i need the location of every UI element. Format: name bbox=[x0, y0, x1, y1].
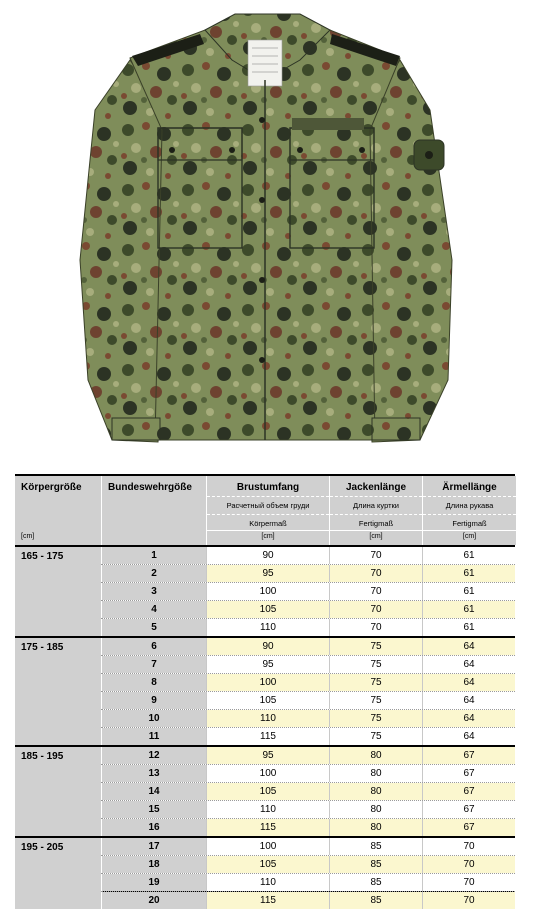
jacket-length-cell: 80 bbox=[329, 765, 422, 782]
jacket-length-cell: 75 bbox=[329, 638, 422, 655]
sleeve-length-cell: 70 bbox=[422, 856, 515, 873]
jacket-length-cell: 70 bbox=[329, 583, 422, 600]
sleeve-length-cell: 61 bbox=[422, 601, 515, 618]
height-range-label: 195 - 205 bbox=[21, 842, 64, 853]
sleeve-length-cell: 64 bbox=[422, 728, 515, 745]
size-cell: 16 bbox=[101, 819, 206, 836]
chest-cell: 95 bbox=[206, 747, 329, 764]
height-group bbox=[15, 638, 515, 747]
sleeve-length-cell: 61 bbox=[422, 565, 515, 582]
size-cell: 3 bbox=[101, 583, 206, 600]
size-table bbox=[15, 474, 515, 906]
table-row bbox=[101, 856, 515, 874]
header-jacket-length-unit: [cm] bbox=[369, 533, 383, 540]
size-cell: 17 bbox=[101, 838, 206, 855]
table-header bbox=[15, 476, 515, 547]
size-cell: 8 bbox=[101, 674, 206, 691]
chest-cell: 100 bbox=[206, 674, 329, 691]
jacket-length-cell: 80 bbox=[329, 819, 422, 836]
table-row bbox=[101, 583, 515, 601]
jacket-length-cell: 80 bbox=[329, 783, 422, 800]
size-cell: 4 bbox=[101, 601, 206, 618]
table-row bbox=[101, 747, 515, 765]
header-chest-unit: [cm] bbox=[261, 533, 275, 540]
size-cell: 15 bbox=[101, 801, 206, 818]
height-group bbox=[15, 747, 515, 838]
table-row bbox=[101, 728, 515, 745]
header-bundeswehr-size bbox=[101, 476, 206, 545]
chest-cell: 100 bbox=[206, 583, 329, 600]
chest-cell: 110 bbox=[206, 874, 329, 891]
header-chest-ru: Расчетный объем груди bbox=[226, 501, 310, 510]
sleeve-length-cell: 70 bbox=[422, 874, 515, 891]
height-group-cell bbox=[15, 747, 101, 836]
table-row bbox=[101, 674, 515, 692]
chest-cell: 90 bbox=[206, 547, 329, 564]
jacket-length-cell: 70 bbox=[329, 619, 422, 636]
jacket-length-cell: 85 bbox=[329, 838, 422, 855]
sleeve-length-cell: 67 bbox=[422, 747, 515, 764]
sleeve-length-cell: 61 bbox=[422, 583, 515, 600]
header-sleeve-length-unit: [cm] bbox=[462, 533, 477, 540]
header-chest-de: Körpermaß bbox=[249, 519, 287, 528]
height-range-label: 175 - 185 bbox=[21, 642, 64, 653]
table-row bbox=[101, 819, 515, 836]
chest-cell: 95 bbox=[206, 656, 329, 673]
size-cell: 12 bbox=[101, 747, 206, 764]
header-body-height bbox=[15, 476, 101, 545]
header-sleeve-length bbox=[422, 476, 516, 545]
sleeve-length-cell: 61 bbox=[422, 547, 515, 564]
chest-cell: 110 bbox=[206, 801, 329, 818]
height-range-label: 185 - 195 bbox=[21, 751, 64, 762]
chest-cell: 105 bbox=[206, 856, 329, 873]
table-row bbox=[101, 601, 515, 619]
sleeve-length-cell: 70 bbox=[422, 838, 515, 855]
jacket-length-cell: 80 bbox=[329, 801, 422, 818]
table-row bbox=[101, 565, 515, 583]
sleeve-length-cell: 64 bbox=[422, 638, 515, 655]
header-jacket-length bbox=[329, 476, 422, 545]
height-group-cell bbox=[15, 638, 101, 745]
jacket-length-cell: 85 bbox=[329, 874, 422, 891]
header-jacket-length-ru: Длина куртки bbox=[353, 501, 399, 510]
header-jacket-length-title: Jackenlänge bbox=[345, 482, 407, 493]
header-sleeve-length-title: Ärmellänge bbox=[442, 482, 497, 493]
height-group-cell bbox=[15, 838, 101, 909]
jacket-length-cell: 70 bbox=[329, 565, 422, 582]
sleeve-length-cell: 67 bbox=[422, 801, 515, 818]
height-group bbox=[15, 547, 515, 638]
jacket-length-cell: 70 bbox=[329, 601, 422, 618]
header-chest-title: Brustumfang bbox=[236, 482, 300, 493]
sleeve-length-cell: 70 bbox=[422, 892, 515, 909]
size-cell: 5 bbox=[101, 619, 206, 636]
chest-cell: 95 bbox=[206, 565, 329, 582]
table-row bbox=[101, 656, 515, 674]
chest-cell: 90 bbox=[206, 638, 329, 655]
header-jacket-length-de: Fertigmaß bbox=[358, 519, 394, 528]
size-cell: 6 bbox=[101, 638, 206, 655]
chest-cell: 115 bbox=[206, 892, 329, 909]
chest-cell: 110 bbox=[206, 619, 329, 636]
size-cell: 13 bbox=[101, 765, 206, 782]
jacket-length-cell: 85 bbox=[329, 856, 422, 873]
jacket-length-cell: 75 bbox=[329, 728, 422, 745]
header-chest bbox=[206, 476, 329, 545]
table-row bbox=[101, 874, 515, 892]
size-cell: 7 bbox=[101, 656, 206, 673]
jacket-length-cell: 75 bbox=[329, 674, 422, 691]
chest-cell: 115 bbox=[206, 728, 329, 745]
table-row bbox=[101, 638, 515, 656]
table-row bbox=[101, 783, 515, 801]
sleeve-length-cell: 61 bbox=[422, 619, 515, 636]
table-row bbox=[101, 619, 515, 636]
jacket-length-cell: 75 bbox=[329, 656, 422, 673]
header-sleeve-length-de: Fertigmaß bbox=[452, 519, 487, 528]
chest-cell: 110 bbox=[206, 710, 329, 727]
size-cell: 19 bbox=[101, 874, 206, 891]
table-row bbox=[101, 710, 515, 728]
sleeve-length-cell: 67 bbox=[422, 819, 515, 836]
table-row bbox=[101, 692, 515, 710]
size-cell: 2 bbox=[101, 565, 206, 582]
size-cell: 20 bbox=[101, 892, 206, 909]
chest-cell: 105 bbox=[206, 783, 329, 800]
jacket-length-cell: 75 bbox=[329, 692, 422, 709]
sleeve-length-cell: 64 bbox=[422, 656, 515, 673]
sleeve-length-cell: 64 bbox=[422, 674, 515, 691]
header-bundeswehr-size-title: Bundeswehrgöße bbox=[108, 482, 192, 493]
jacket-length-cell: 75 bbox=[329, 710, 422, 727]
table-row bbox=[101, 547, 515, 565]
jacket-length-cell: 85 bbox=[329, 892, 422, 909]
table-row bbox=[101, 765, 515, 783]
size-cell: 14 bbox=[101, 783, 206, 800]
table-row bbox=[101, 838, 515, 856]
size-cell: 18 bbox=[101, 856, 206, 873]
sleeve-length-cell: 64 bbox=[422, 692, 515, 709]
height-group bbox=[15, 838, 515, 909]
header-sleeve-length-ru: Длина рукава bbox=[445, 501, 494, 510]
jacket-length-cell: 80 bbox=[329, 747, 422, 764]
sleeve-length-cell: 67 bbox=[422, 783, 515, 800]
table-row bbox=[101, 801, 515, 819]
chest-cell: 105 bbox=[206, 692, 329, 709]
table-body bbox=[15, 547, 515, 909]
sleeve-length-cell: 64 bbox=[422, 710, 515, 727]
sleeve-length-cell: 67 bbox=[422, 765, 515, 782]
jacket-length-cell: 70 bbox=[329, 547, 422, 564]
size-cell: 9 bbox=[101, 692, 206, 709]
header-body-height-title: Körpergröße bbox=[21, 482, 82, 493]
chest-cell: 100 bbox=[206, 838, 329, 855]
table-row bbox=[101, 892, 515, 909]
size-cell: 11 bbox=[101, 728, 206, 745]
chest-cell: 105 bbox=[206, 601, 329, 618]
chest-cell: 100 bbox=[206, 765, 329, 782]
header-body-height-unit: [cm] bbox=[21, 533, 35, 540]
height-group-cell bbox=[15, 547, 101, 636]
size-cell: 1 bbox=[101, 547, 206, 564]
height-range-label: 165 - 175 bbox=[21, 551, 64, 562]
size-cell: 10 bbox=[101, 710, 206, 727]
chest-cell: 115 bbox=[206, 819, 329, 836]
